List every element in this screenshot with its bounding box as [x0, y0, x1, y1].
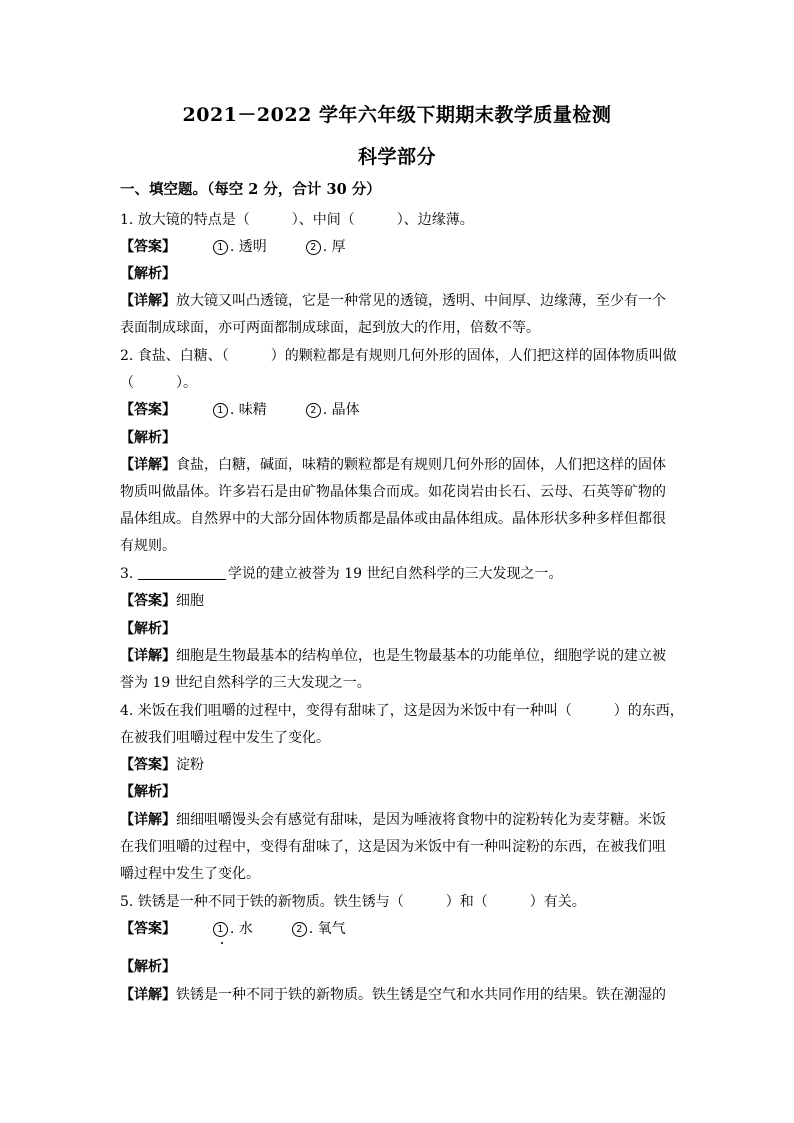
- q1-answer-2: 2 . 厚: [306, 238, 346, 256]
- q4-detail-line-1: 【详解】细细咀嚼馒头会有感觉有甜味，是因为唾液将食物中的淀粉转化为麦芽糖。米饭: [120, 812, 666, 828]
- analysis-label: 【解析】: [120, 266, 176, 282]
- answer-label: 【答案】: [120, 239, 176, 255]
- q3-answer: 细胞: [176, 593, 204, 609]
- section-heading: 一、填空题。（每空 2 分，合计 30 分）: [120, 181, 381, 198]
- q4-question-line-2: 在被我们咀嚼过程中发生了变化。: [120, 730, 330, 746]
- q1-detail-line-1: 【详解】放大镜又叫凸透镜，它是一种常见的透镜，透明、中间厚、边缘薄，至少有一个: [120, 293, 666, 309]
- q5-answer-row: [120, 920, 346, 938]
- page-title: 2021－2022 学年六年级下期期末教学质量检测: [182, 104, 612, 126]
- circled-number: 1: [213, 403, 228, 418]
- circled-number: 1: [213, 922, 228, 937]
- q2-detail-line-1: 【详解】食盐，白糖，碱面，味精的颗粒都是有规则几何外形的固体，人们把这样的固体: [120, 457, 666, 473]
- q2-answer-1: 1 . 味精: [213, 401, 267, 419]
- circled-number: 1: [213, 240, 228, 255]
- q2-question-line-2: （ ）。: [120, 375, 197, 391]
- q3-answer-row: 【答案】细胞: [120, 593, 204, 609]
- fill-in-blank: [138, 565, 226, 580]
- q3-question: 3. 学说的建立被誉为 19 世纪自然科学的三大发现之一。: [120, 566, 563, 582]
- q1-answer-row: [120, 238, 346, 256]
- q1-answer-1: 1 . 透明: [213, 238, 267, 256]
- circled-number: 2: [292, 922, 307, 937]
- q2-detail-line-2: 物质叫做晶体。许多岩石是由矿物晶体集合而成。如花岗岩由长石、云母、石英等矿物的: [120, 484, 666, 500]
- q2-answer-2: 2 . 晶体: [306, 401, 360, 419]
- answer-label: 【答案】: [120, 402, 176, 418]
- q5-question: 5. 铁锈是一种不同于铁的新物质。铁生锈与（ ）和（ ）有关。: [120, 894, 586, 910]
- analysis-label: 【解析】: [120, 621, 176, 637]
- q2-detail-line-3: 晶体组成。自然界中的大部分固体物质都是晶体或由晶体组成。晶体形状多种多样但都很: [120, 511, 666, 527]
- answer-label: 【答案】: [120, 921, 176, 937]
- q3-detail-line-2: 誉为 19 世纪自然科学的三大发现之一。: [120, 675, 371, 691]
- q4-answer: 淀粉: [176, 757, 204, 773]
- q2-answer-row: [120, 401, 360, 419]
- q2-detail-line-4: 有规则。: [120, 538, 176, 554]
- q4-detail-line-3: 嚼过程中发生了变化。: [120, 866, 260, 882]
- page-subtitle: 科学部分: [357, 146, 436, 168]
- circled-number: 2: [306, 240, 321, 255]
- q2-question-line-1: 2. 食盐、白糖、（ ）的颗粒都是有规则几何外形的固体，人们把这样的固体物质叫做: [120, 348, 677, 364]
- q3-detail-line-1: 【详解】细胞是生物最基本的结构单位，也是生物最基本的功能单位，细胞学说的建立被: [120, 648, 666, 664]
- stray-dot: [221, 942, 223, 944]
- q4-answer-row: 【答案】淀粉: [120, 757, 204, 773]
- q4-question-line-1: 4. 米饭在我们咀嚼的过程中，变得有甜味了，这是因为米饭中有一种叫（ ）的东西，: [120, 703, 684, 719]
- q5-detail-line-1: 【详解】铁锈是一种不同于铁的新物质。铁生锈是空气和水共同作用的结果。铁在潮湿的: [120, 987, 666, 1003]
- analysis-label: 【解析】: [120, 784, 176, 800]
- q5-answer-1: 1 . 水: [213, 920, 253, 938]
- circled-number: 2: [306, 403, 321, 418]
- q5-answer-2: 2 . 氧气: [292, 920, 346, 938]
- q1-detail-line-2: 表面制成球面，亦可两面都制成球面，起到放大的作用，倍数不等。: [120, 320, 540, 336]
- analysis-label: 【解析】: [120, 430, 176, 446]
- q4-detail-line-2: 在我们咀嚼的过程中，变得有甜味了，这是因为米饭中有一种叫淀粉的东西，在被我们咀: [120, 839, 666, 855]
- q1-question: 1. 放大镜的特点是（ ）、中间（ ）、边缘薄。: [120, 212, 474, 228]
- analysis-label: 【解析】: [120, 959, 176, 975]
